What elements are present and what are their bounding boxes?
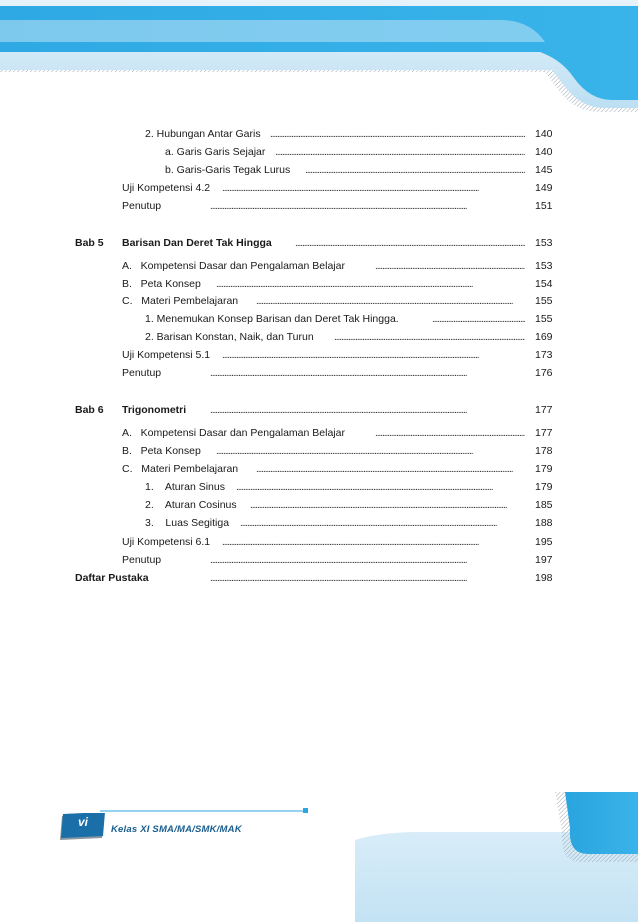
- toc-entry-label: b. Garis-Garis Tegak Lurus: [165, 164, 291, 176]
- toc-leader: [275, 144, 525, 161]
- toc-row[interactable]: [0, 126, 638, 142]
- toc-leader: [210, 402, 525, 419]
- toc-entry-label: 2. Barisan Konstan, Naik, dan Turun: [145, 331, 314, 343]
- toc-page-number: 155: [535, 313, 553, 325]
- page-number: vi: [77, 815, 88, 829]
- toc-page-number: 173: [535, 349, 553, 361]
- toc-row[interactable]: [0, 515, 638, 531]
- toc-entry-label: Daftar Pustaka: [75, 572, 149, 584]
- toc-row[interactable]: [0, 329, 638, 345]
- toc-leader: [222, 347, 525, 364]
- toc-leader: [222, 534, 525, 551]
- toc-row[interactable]: [0, 198, 638, 214]
- toc-entry-label: A. Kompetensi Dasar dan Pengalaman Belajar: [122, 260, 345, 272]
- toc-page-number: 179: [535, 481, 553, 493]
- toc-row[interactable]: [0, 461, 638, 477]
- book-label: Kelas XI SMA/MA/SMK/MAK: [111, 824, 242, 835]
- toc-leader: [432, 311, 525, 328]
- toc-entry-label: 3. Luas Segitiga: [145, 517, 230, 529]
- toc-entry-label: B. Peta Konsep: [122, 445, 201, 457]
- toc-page-number: 177: [535, 427, 553, 439]
- chapter-number: Bab 6: [75, 404, 104, 416]
- toc-page-number: 154: [535, 278, 553, 290]
- toc-entry-label: 2. Aturan Cosinus: [145, 499, 237, 511]
- toc-row[interactable]: [0, 425, 638, 441]
- toc-leader: [210, 552, 525, 569]
- toc-leader: [375, 258, 525, 275]
- toc-entry-label: B. Peta Konsep: [122, 278, 201, 290]
- toc-row[interactable]: [0, 293, 638, 309]
- toc-row[interactable]: [0, 552, 638, 568]
- toc-row[interactable]: [0, 258, 638, 274]
- toc-page-number: 185: [535, 499, 553, 511]
- toc-page-number: 177: [535, 404, 553, 416]
- toc-entry-label: Penutup: [122, 200, 162, 212]
- toc-page-number: 151: [535, 200, 553, 212]
- toc-entry-label: C. Materi Pembelajaran: [122, 295, 239, 307]
- toc-leader: [295, 235, 525, 252]
- toc-entry-label: 2. Hubungan Antar Garis: [145, 128, 261, 140]
- toc-page-number: 176: [535, 367, 553, 379]
- toc-row[interactable]: [0, 347, 638, 363]
- toc-entry-label: Uji Kompetensi 6.1: [122, 536, 211, 548]
- toc-chapter-row[interactable]: [0, 235, 638, 251]
- toc-row[interactable]: [0, 534, 638, 550]
- toc-leader: [210, 198, 525, 215]
- chapter-title: Barisan Dan Deret Tak Hingga: [122, 237, 272, 249]
- toc-page-number: 140: [535, 128, 553, 140]
- toc-leader: [305, 162, 525, 179]
- toc-row[interactable]: [0, 365, 638, 381]
- toc-page-number: 155: [535, 295, 553, 307]
- toc-leader: [222, 180, 525, 197]
- toc-leader: [210, 365, 525, 382]
- toc-leader: [375, 425, 525, 442]
- chapter-number: Bab 5: [75, 237, 104, 249]
- toc-row[interactable]: [0, 144, 638, 160]
- toc-entry-label: Penutup: [122, 554, 162, 566]
- toc-row[interactable]: [0, 162, 638, 178]
- toc-entry-label: Penutup: [122, 367, 162, 379]
- toc-row[interactable]: [0, 180, 638, 196]
- toc-page-number: 169: [535, 331, 553, 343]
- toc-page-number: 195: [535, 536, 553, 548]
- toc-entry-label: C. Materi Pembelajaran: [122, 463, 239, 475]
- toc-leader: [334, 329, 525, 346]
- toc-leader: [210, 570, 525, 587]
- toc-page-number: 198: [535, 572, 553, 584]
- toc-leader: [216, 276, 525, 293]
- toc-page-number: 179: [535, 463, 553, 475]
- toc-leader: [256, 293, 525, 310]
- toc-page-number: 153: [535, 260, 553, 272]
- toc-entry-label: 1. Aturan Sinus: [145, 481, 225, 493]
- toc-leader: [256, 461, 525, 478]
- toc-entry-label: A. Kompetensi Dasar dan Pengalaman Belajar: [122, 427, 345, 439]
- toc-leader: [250, 497, 525, 514]
- toc-page-number: 188: [535, 517, 553, 529]
- toc-page-number: 178: [535, 445, 553, 457]
- toc-page-number: 149: [535, 182, 553, 194]
- toc-entry-label: Uji Kompetensi 5.1: [122, 349, 211, 361]
- toc-entry-label: a. Garis Garis Sejajar: [165, 146, 266, 158]
- toc-entry-label: 1. Menemukan Konsep Barisan dan Deret Tak Hingga.: [145, 313, 399, 325]
- toc-row[interactable]: [0, 497, 638, 513]
- toc-page-number: 197: [535, 554, 553, 566]
- toc-entry-label: Uji Kompetensi 4.2: [122, 182, 211, 194]
- chapter-title: Trigonometri: [122, 404, 187, 416]
- toc-leader: [236, 479, 525, 496]
- toc-row[interactable]: [0, 276, 638, 292]
- toc-row[interactable]: [0, 570, 638, 586]
- toc-row[interactable]: [0, 479, 638, 495]
- toc-chapter-row[interactable]: [0, 402, 638, 418]
- toc-row[interactable]: [0, 443, 638, 459]
- toc-leader: [270, 126, 525, 143]
- toc-page-number: 145: [535, 164, 553, 176]
- toc-leader: [240, 515, 525, 532]
- toc-leader: [216, 443, 525, 460]
- toc-page-number: 153: [535, 237, 553, 249]
- toc-row[interactable]: [0, 311, 638, 327]
- toc-page-number: 140: [535, 146, 553, 158]
